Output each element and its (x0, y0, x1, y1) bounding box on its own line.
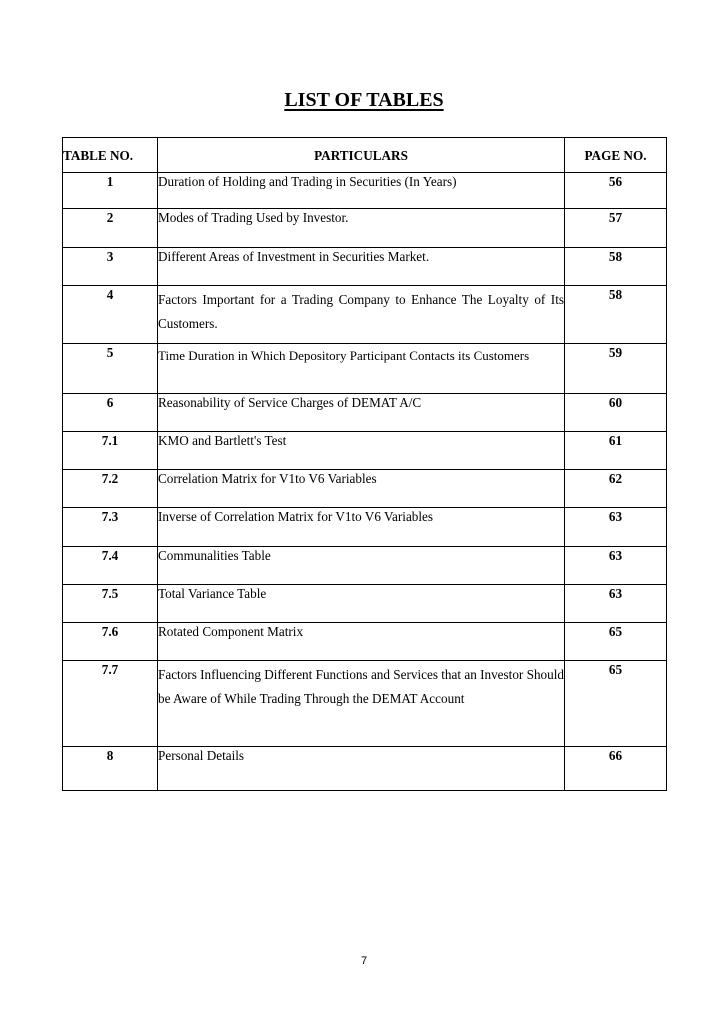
row-page-no: 63 (565, 547, 667, 585)
row-table-no: 5 (63, 344, 158, 394)
table-row (63, 470, 667, 508)
row-page-no: 60 (565, 394, 667, 432)
table-row (63, 248, 667, 286)
row-page-no: 57 (565, 209, 667, 248)
row-table-no: 2 (63, 209, 158, 248)
row-particulars: Reasonability of Service Charges of DEMAT A/C (158, 394, 565, 432)
table-row (63, 547, 667, 585)
row-particulars: Personal Details (158, 747, 565, 791)
table-row (63, 508, 667, 547)
row-particulars: Factors Important for a Trading Company to Enhance The Loyalty of Its Customers. (158, 286, 565, 344)
list-of-tables (62, 137, 667, 791)
row-page-no: 58 (565, 286, 667, 344)
row-page-no: 56 (565, 173, 667, 209)
row-particulars: Factors Influencing Different Functions and Services that an Investor Should be Aware of While Trading Through the DEMAT Account (158, 661, 565, 747)
table-row (63, 209, 667, 248)
row-table-no: 8 (63, 747, 158, 791)
table-row (63, 661, 667, 747)
table-header-row (63, 138, 667, 173)
row-particulars: Time Duration in Which Depository Participant Contacts its Customers (158, 344, 565, 394)
row-page-no: 63 (565, 508, 667, 547)
table-row (63, 585, 667, 623)
header-particulars: PARTICULARS (158, 138, 565, 173)
row-page-no: 62 (565, 470, 667, 508)
row-table-no: 3 (63, 248, 158, 286)
page-title: LIST OF TABLES (284, 89, 444, 111)
header-table-no: TABLE NO. (63, 138, 158, 173)
table-row (63, 173, 667, 209)
row-page-no: 65 (565, 661, 667, 747)
table-row (63, 394, 667, 432)
page-number: 7 (360, 955, 368, 967)
row-particulars: Duration of Holding and Trading in Securities (In Years) (158, 173, 565, 209)
row-particulars: Rotated Component Matrix (158, 623, 565, 661)
row-page-no: 63 (565, 585, 667, 623)
table-row (63, 432, 667, 470)
row-page-no: 61 (565, 432, 667, 470)
row-table-no: 7.3 (63, 508, 158, 547)
table-row (63, 286, 667, 344)
row-table-no: 7.4 (63, 547, 158, 585)
header-page-no: PAGE NO. (565, 138, 667, 173)
row-page-no: 58 (565, 248, 667, 286)
table-row (63, 747, 667, 791)
row-table-no: 1 (63, 173, 158, 209)
row-page-no: 59 (565, 344, 667, 394)
row-page-no: 66 (565, 747, 667, 791)
row-particulars: Total Variance Table (158, 585, 565, 623)
row-particulars: Different Areas of Investment in Securities Market. (158, 248, 565, 286)
row-table-no: 7.1 (63, 432, 158, 470)
row-table-no: 6 (63, 394, 158, 432)
row-particulars: Correlation Matrix for V1to V6 Variables (158, 470, 565, 508)
row-table-no: 7.5 (63, 585, 158, 623)
row-particulars: Inverse of Correlation Matrix for V1to V6 Variables (158, 508, 565, 547)
row-table-no: 7.7 (63, 661, 158, 747)
row-particulars: KMO and Bartlett's Test (158, 432, 565, 470)
row-particulars: Modes of Trading Used by Investor. (158, 209, 565, 248)
row-page-no: 65 (565, 623, 667, 661)
row-table-no: 7.2 (63, 470, 158, 508)
table-row (63, 623, 667, 661)
table-row (63, 344, 667, 394)
row-table-no: 4 (63, 286, 158, 344)
row-table-no: 7.6 (63, 623, 158, 661)
row-particulars: Communalities Table (158, 547, 565, 585)
